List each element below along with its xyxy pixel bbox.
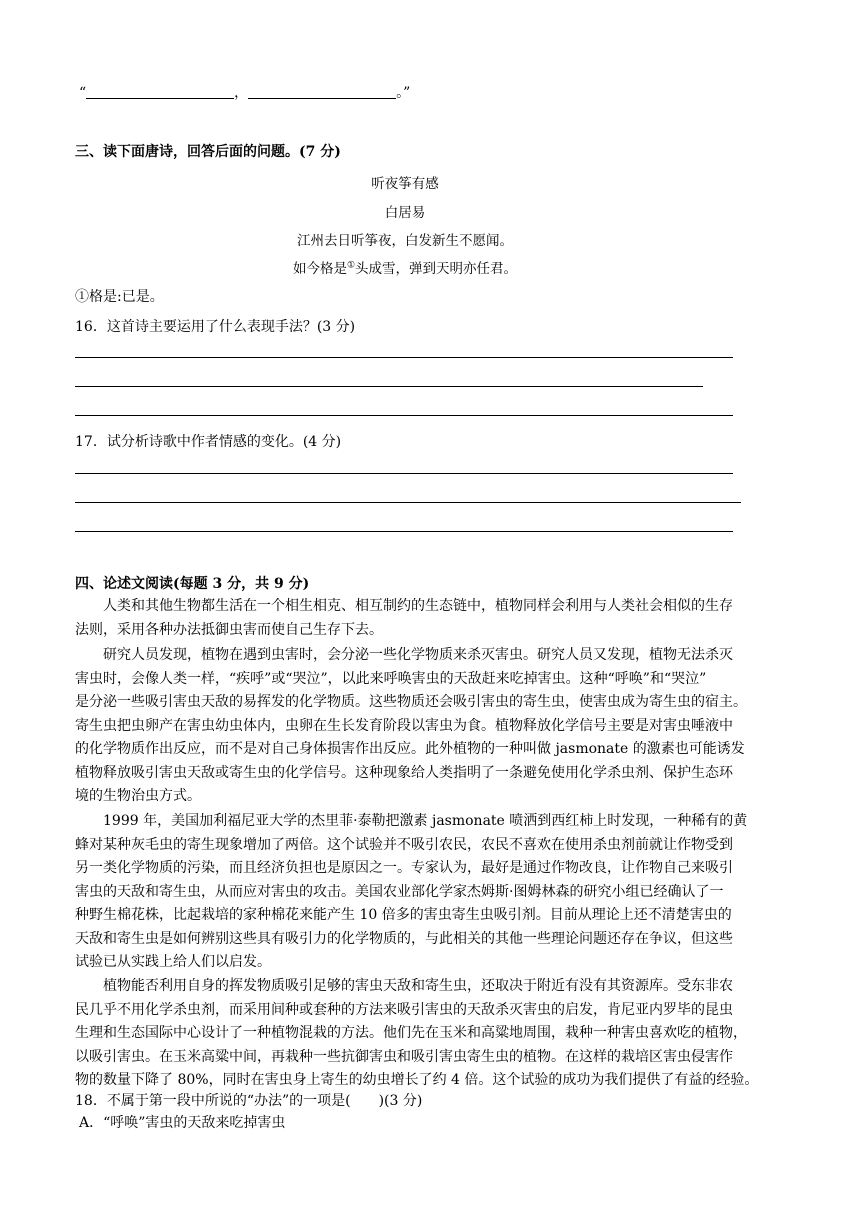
paragraph-3-line: 1999 年，美国加利福尼亚大学的杰里菲·泰勒把激素 jasmonate 喷洒到西红柿上时发现，一种稀有的黄 [103,813,748,829]
paragraph-3-line: 另一类化学物质的污染，而且经济负担也是原因之一。专家认为，最好是通过作物改良，让作物自己来吸引 [75,860,733,876]
answer-line-16-3[interactable] [75,415,733,416]
poem-title: 听夜筝有感 [371,176,439,192]
poem-footnote: ①格是:已是。 [75,289,164,305]
paragraph-2-line: 境的生物治虫方式。 [75,788,201,804]
answer-line-16-2[interactable] [75,386,703,387]
paragraph-3-line: 种野生棉花株，比起栽培的家种棉花来能产生 10 倍多的害虫寄生虫吸引剂。目前从理论上还不清楚害虫的 [75,907,732,923]
paragraph-2-line: 的化学物质作出反应，而不是对自己身体损害作出反应。此外植物的一种叫做 jasmonate 的激素也可能诱发 [75,741,745,757]
section3-heading: 三、读下面唐诗，回答后面的问题。(7 分) [75,144,341,160]
section4-heading: 四、论述文阅读(每题 3 分，共 9 分) [75,576,310,592]
fill-blank-quote [79,82,410,102]
answer-line-16-1[interactable] [75,357,733,358]
answer-line-17-2[interactable] [75,502,741,503]
paragraph-2 [75,644,792,809]
paragraph-1 [75,595,792,642]
quote-comma: ， [234,85,249,101]
paragraph-3 [75,810,792,975]
paragraph-2-line: 害虫时，会像人类一样，“疾呼”或“哭泣”，以此来呼唤害虫的天敌赶来吃掉害虫。这种“呼唤”和“哭泣” [75,670,707,687]
paragraph-2-line: 植物释放吸引害虫天敌或寄生虫的化学信号。这种现象给人类指明了一条避免使用化学杀虫剂、保护生态环 [75,764,733,781]
poem-author: 白居易 [384,205,426,221]
question-18-option-a[interactable]: A．“呼唤”害虫的天敌来吃掉害虫 [79,1115,286,1131]
footnote-marker: ① [346,260,356,271]
poem-line-1: 江州去日听筝夜，白发新生不愿闻。 [297,233,513,249]
question-17: 17．试分析诗歌中作者情感的变化。(4 分) [75,434,342,450]
paragraph-3-line: 害虫的天敌和寄生虫，从而应对害虫的攻击。美国农业部化学家杰姆斯·图姆林森的研究小组已经确认了一 [75,883,724,900]
paragraph-4-line: 植物能否利用自身的挥发物质吸引足够的害虫天敌和寄生虫，还取决于附近有没有其资源库。受东非农 [103,978,733,994]
paragraph-4-line: 以吸引害虫。在玉米高粱中间，再栽种一些抗御害虫和吸引害虫寄生虫的植物。在这样的栽培区害虫侵害作 [75,1048,733,1065]
paragraph-2-line: 研究人员发现，植物在遇到虫害时，会分泌一些化学物质来杀灭害虫。研究人员又发现，植物无法杀灭 [103,647,733,663]
paragraph-1-line: 人类和其他生物都生活在一个相生相克、相互制约的生态链中，植物同样会利用与人类社会相似的生存 [103,598,733,614]
paragraph-4-line: 生理和生态国际中心设计了一种植物混栽的方法。他们先在玉米和高粱地周围，栽种一种害虫喜欢吃的植物， [75,1025,747,1041]
paragraph-1-line: 法则，采用各种办法抵御虫害而使自己生存下去。 [75,621,383,638]
paragraph-4-line: 民几乎不用化学杀虫剂，而采用间种或套种的方法来吸引害虫的天敌杀灭害虫的启发，肯尼亚内罗毕的昆虫 [75,1001,733,1018]
paragraph-2-line: 寄生虫把虫卵产在害虫幼虫体内，虫卵在生长发育阶段以害虫为食。植物释放化学信号主要是对害虫唾液中 [75,717,733,734]
paragraph-3-line: 蜂对某种灰毛虫的寄生现象增加了两倍。这个试验并不吸引农民，农民不喜欢在使用杀虫剂前就让作物受到 [75,836,733,853]
paragraph-3-line: 试验已从实践上给人们以启发。 [75,954,271,970]
poem-line-2-part-b: 头成雪，弹到天明亦任君。 [355,261,518,277]
quote-open: “ [79,85,87,101]
answer-line-17-3[interactable] [75,531,733,532]
question-18: 18．不属于第一段中所说的“办法”的一项是( )(3 分) [75,1093,423,1109]
paragraph-4-line: 物的数量下降了 80%，同时在害虫身上寄生的幼虫增长了约 4 倍。这个试验的成功为我们提供了有益的经验。 [75,1072,759,1088]
poem-line-2-part-a: 如今格是 [292,261,347,277]
answer-line-17-1[interactable] [75,473,733,474]
poem-line-2 [0,257,810,277]
paragraph-2-line: 是分泌一些吸引害虫天敌的易挥发的化学物质。这些物质还会吸引害虫的寄生虫，使害虫成为寄生虫的宿主。 [75,694,747,710]
question-16: 16．这首诗主要运用了什么表现手法？(3 分) [75,319,356,335]
blank-2[interactable] [248,84,396,99]
paragraph-3-line: 天敌和寄生虫是如何辨别这些具有吸引力的化学物质的，与此相关的其他一些理论问题还存在争议，但这些 [75,930,733,947]
quote-close: 。” [396,85,411,101]
paragraph-4 [75,975,792,1093]
blank-1[interactable] [86,84,234,99]
